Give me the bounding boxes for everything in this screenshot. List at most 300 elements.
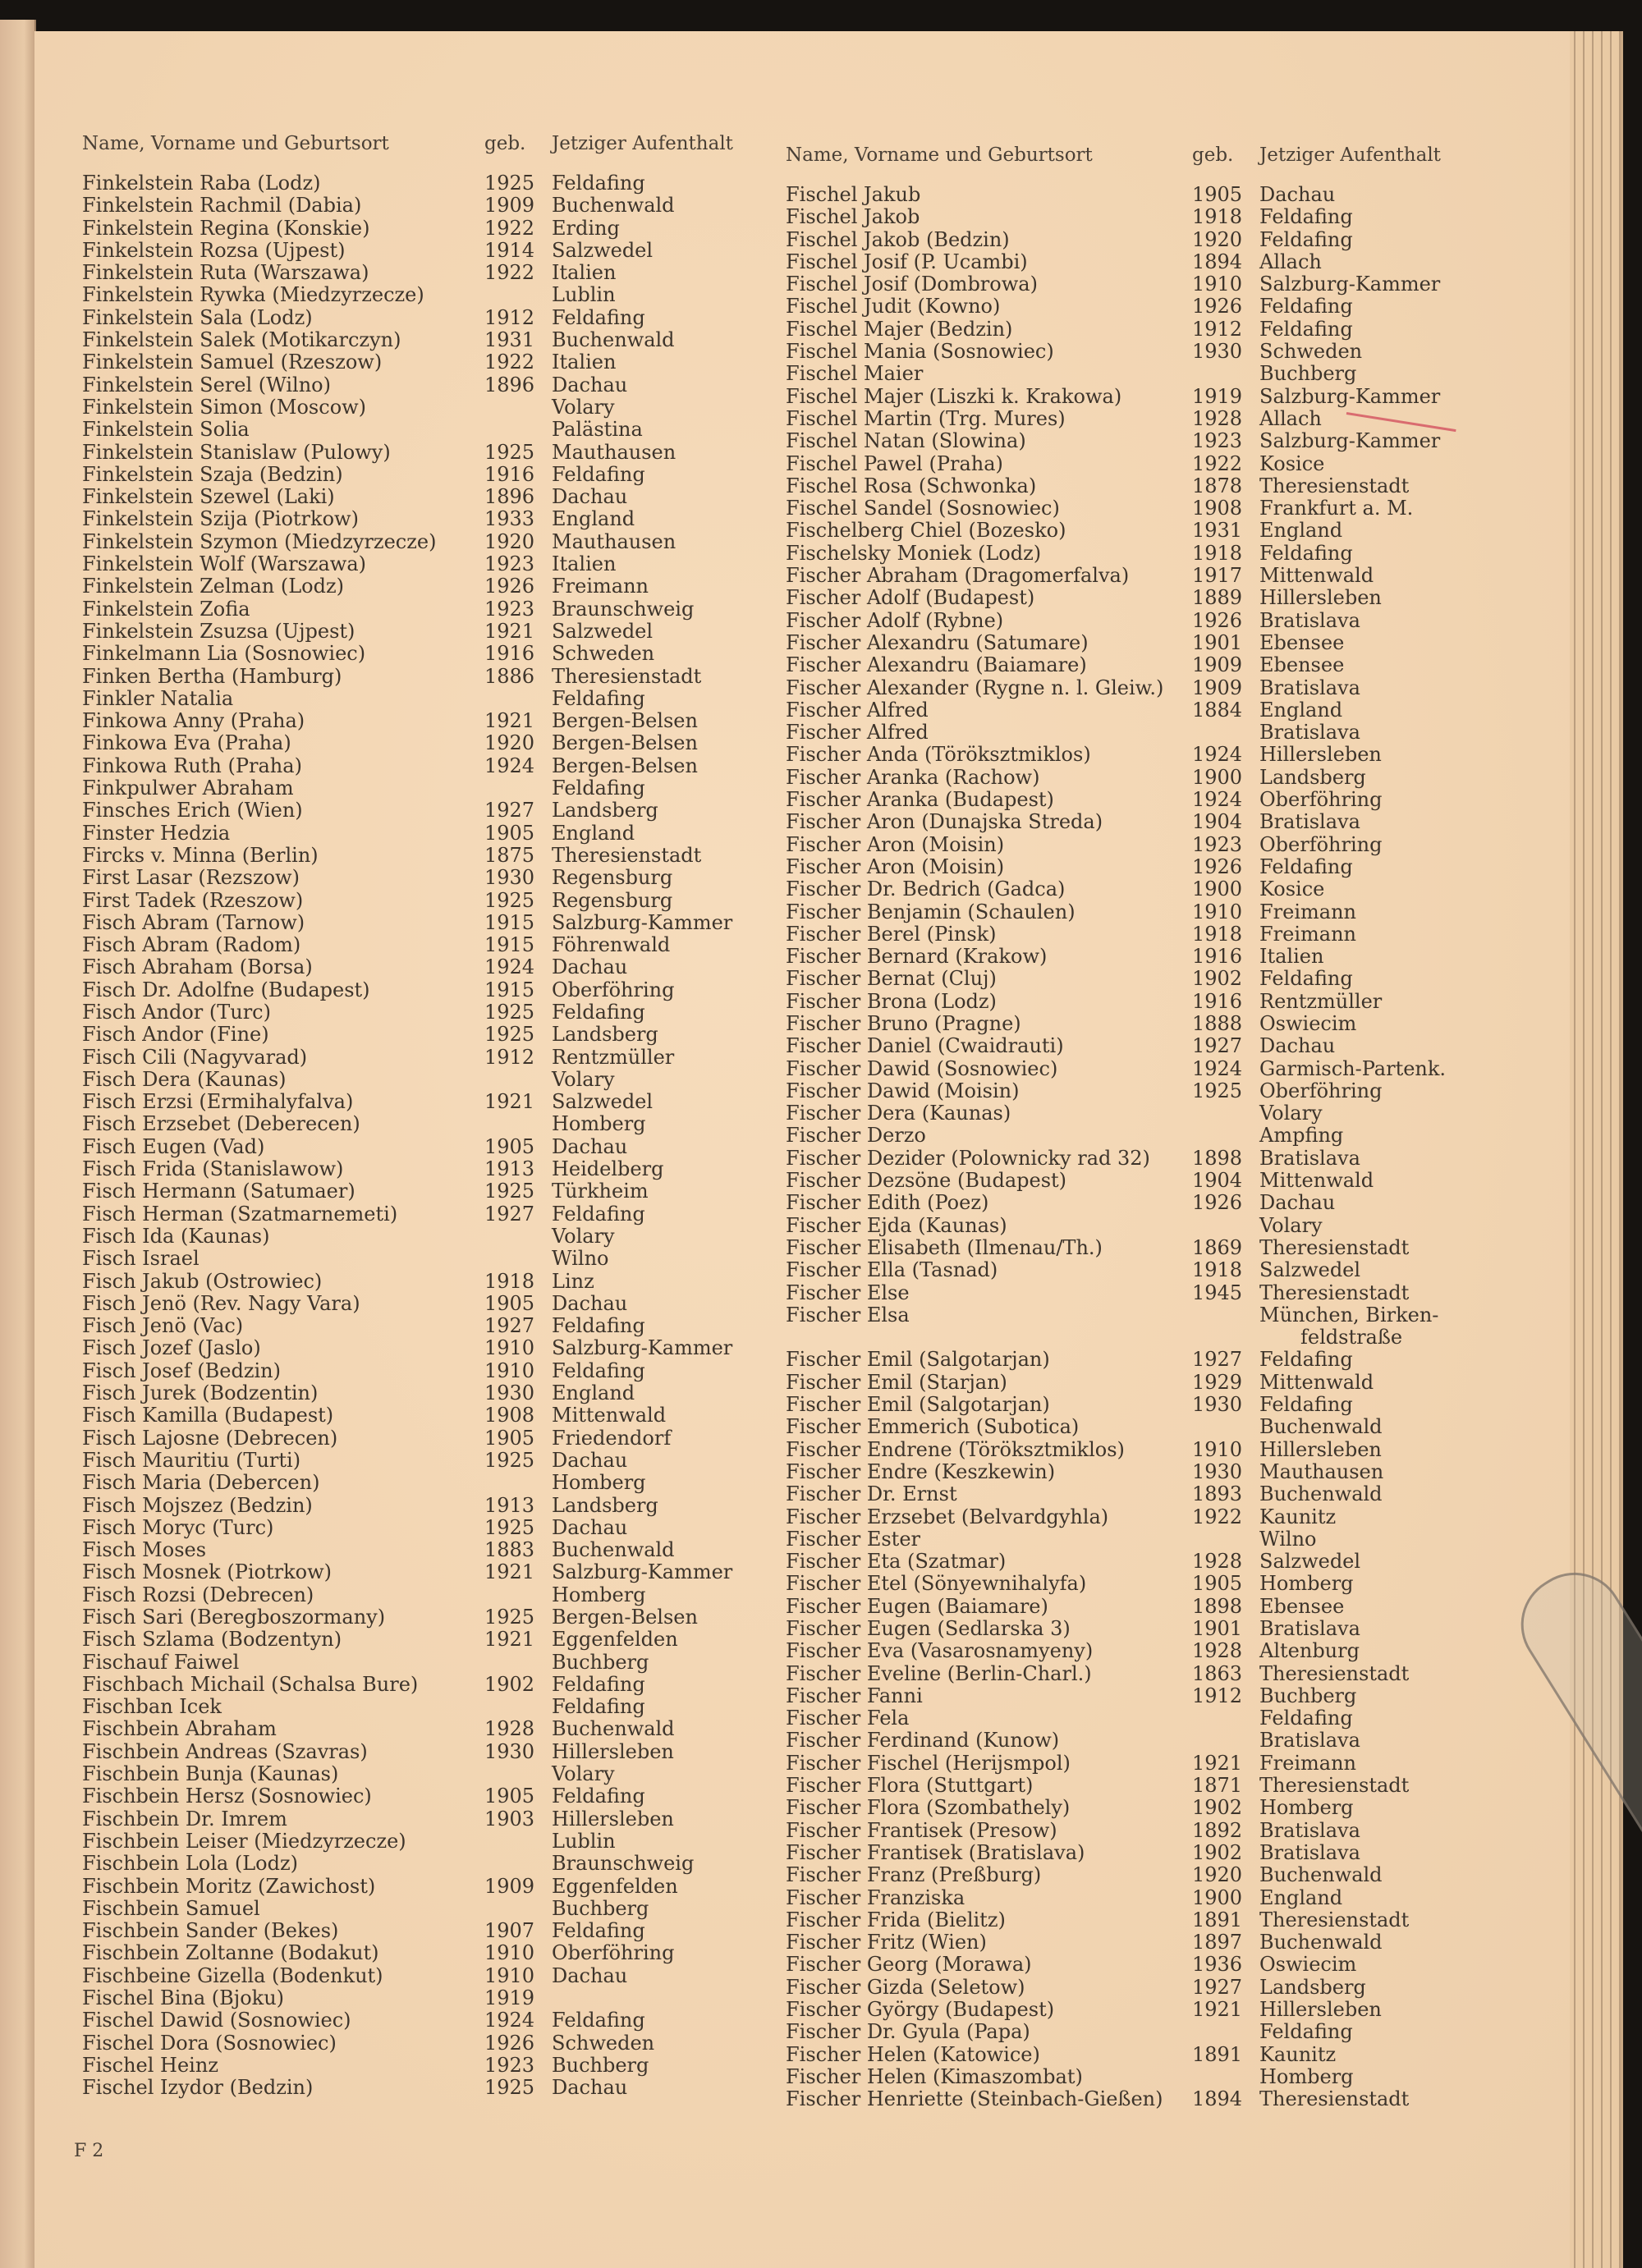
entry-birth-year: 1920 [484,731,535,755]
entry-name: Fischer Elsa [786,1303,910,1326]
entry-birth-year: 1925 [484,1606,535,1629]
list-item [786,834,1467,856]
entry-current-residence: Feldafing [552,777,645,800]
entry-name: Fischel Natan (Slowina) [786,429,1026,453]
entry-current-residence: Kosice [1259,451,1325,475]
entry-current-residence: Bratislava [1259,676,1360,699]
entry-name: Finkelstein Serel (Wilno) [82,373,331,396]
entry-birth-year [1192,1215,1259,1237]
entry-current-residence: Bratislava [1259,608,1360,632]
list-item [786,363,1467,385]
entry-current-residence: Feldafing [1259,205,1353,229]
entry-current-residence: Homberg [1259,1796,1354,1820]
entry-birth-year: 1933 [484,507,535,531]
entry-name: Fischer Ella (Tasnad) [786,1258,998,1282]
entry-birth-year: 1918 [1192,541,1243,565]
entry-birth-year: 1921 [1192,1998,1243,2022]
header-place: Jetziger Aufenthalt [552,133,733,154]
entry-current-residence: Oberföhring [552,978,675,1001]
entry-current-residence: Dachau [1259,183,1336,206]
list-item [82,1876,780,1898]
entry-name: Finkelstein Szewel (Laki) [82,485,335,509]
entry-birth-year: 1902 [1192,1840,1243,1864]
list-item [82,419,780,441]
entry-current-residence: Dachau [552,1291,628,1315]
entry-birth-year: 1907 [484,1919,535,1943]
entry-name: Finkelmann Lia (Sosnowiec) [82,642,366,666]
entry-current-residence: Schweden [1259,340,1363,364]
entry-name: Fischel Maier [786,362,924,386]
entry-current-residence: Freimann [1259,922,1356,946]
entry-birth-year [484,1652,552,1674]
entry-birth-year: 1918 [1192,1258,1243,1282]
entry-birth-year: 1923 [484,597,535,621]
entry-name: Fischer Endrene (Töröksztmiklos) [786,1437,1125,1461]
entry-name: Fischer Franz (Preßburg) [786,1863,1042,1887]
entry-birth-year: 1918 [1192,205,1243,229]
list-item [786,229,1467,251]
entry-birth-year [484,1830,552,1853]
entry-name: Fischer Flora (Stuttgart) [786,1774,1034,1798]
list-item [786,1439,1467,1461]
entry-birth-year: 1878 [1192,474,1243,497]
entry-name: Fischel Martin (Trg. Mures) [786,406,1066,430]
entry-name: Fischer Adolf (Rybne) [786,608,1004,632]
entry-birth-year: 1916 [484,642,535,666]
entry-birth-year: 1869 [1192,1235,1243,1259]
entry-birth-year: 1913 [484,1493,535,1517]
entry-name: Fischbein Leiser (Miedzyrzecze) [82,1829,406,1853]
entry-current-residence: Ampfing [1259,1124,1344,1148]
entry-name: Finkelstein Rachmil (Dabia) [82,194,362,218]
entry-current-residence: Theresienstadt [1259,1908,1410,1931]
entry-name: Fischel Rosa (Schwonka) [786,474,1037,497]
list-item [82,508,780,530]
entry-birth-year: 1927 [484,1202,535,1226]
entry-birth-year: 1910 [484,1963,535,1987]
entry-name: Fischer Daniel (Cwaidrauti) [786,1034,1064,1058]
entry-name: Fischer Dr. Ernst [786,1482,957,1506]
entry-name: Fischer Alfred [786,721,929,745]
entry-birth-year [1192,722,1259,744]
entry-current-residence: Wilno [552,1247,609,1271]
list-item [786,1977,1467,1999]
entry-name: Finkelstein Regina (Konskie) [82,216,370,240]
entry-birth-year: 1925 [484,888,535,912]
entry-current-residence: Dachau [552,1134,628,1158]
entry-current-residence: Lublin [552,1829,616,1853]
entry-current-residence: Rentzmüller [552,1045,675,1069]
entry-current-residence: Dachau [552,1448,628,1472]
entry-current-residence: Homberg [552,1583,646,1606]
entry-current-residence: Schweden [552,642,655,666]
entry-current-residence: Ebensee [1259,653,1345,677]
entry-current-residence: Schweden [552,2031,655,2055]
entry-birth-year: 1894 [1192,2087,1243,2111]
entry-birth-year: 1863 [1192,1661,1243,1685]
list-item [82,777,780,800]
list-item [82,666,780,688]
entry-name: Fischelsky Moniek (Lodz) [786,541,1042,565]
entry-current-residence: Salzwedel [1259,1550,1361,1574]
entry-name: Fischer Anda (Töröksztmiklos) [786,743,1091,767]
entry-name: Fischer Eugen (Sedlarska 3) [786,1617,1071,1640]
entry-name: Fischer Flora (Szombathely) [786,1796,1071,1820]
entry-current-residence: Mauthausen [552,529,677,553]
list-item [82,1674,780,1696]
entry-current-residence: Salzburg-Kammer [552,910,733,934]
list-item [82,442,780,464]
entry-birth-year: 1909 [484,1874,535,1898]
entry-current-residence: Bratislava [1259,1818,1360,1842]
list-item [82,1942,780,1964]
entry-birth-year: 1901 [1192,1617,1243,1640]
entry-name: Fisch Lajosne (Debrecen) [82,1426,338,1450]
entry-birth-year: 1920 [1192,1863,1243,1887]
entry-current-residence: Hillersleben [552,1807,674,1830]
list-item [82,1069,780,1091]
entry-name: Fisch Erzsebet (Deberecen) [82,1112,360,1136]
entry-current-residence: Feldafing [1259,1707,1353,1730]
list-item [786,789,1467,811]
entry-birth-year: 1927 [484,1314,535,1338]
entry-current-residence: Buchberg [1259,362,1357,386]
entry-birth-year: 1925 [484,2076,535,2100]
entry-current-residence: Wilno [1259,1527,1317,1551]
list-item [786,654,1467,676]
entry-current-residence: Volary [552,1067,615,1091]
entry-current-residence: Landsberg [552,1023,658,1047]
entry-current-residence: Bergen-Belsen [552,709,698,733]
list-item [82,195,780,217]
entry-birth-year: 1927 [484,799,535,822]
entry-birth-year: 1922 [484,216,535,240]
entry-birth-year [1192,2021,1259,2043]
entry-birth-year: 1897 [1192,1931,1243,1954]
entry-current-residence: Hillersleben [1259,586,1382,610]
entry-current-residence: Bratislava [1259,1840,1360,1864]
entry-current-residence: Oberföhring [1259,1079,1383,1102]
list-item [82,710,780,732]
entry-name: Finkelstein Rywka (Miedzyrzecze) [82,283,424,307]
entry-name: Fisch Erzsi (Ermihalyfalva) [82,1090,354,1114]
list-item [82,1024,780,1046]
entry-current-residence: Feldafing [552,462,645,486]
entry-name: Fischbach Michail (Schalsa Bure) [82,1672,419,1696]
entry-birth-year: 1925 [484,1023,535,1047]
list-item [82,1001,780,1024]
entry-current-residence: Theresienstadt [1259,1281,1410,1304]
entry-name: Finkelstein Salek (Motikarczyn) [82,328,401,352]
entry-current-residence: Mittenwald [1259,1370,1374,1394]
entry-name: Fisch Jenö (Vac) [82,1314,244,1338]
entry-current-residence: Föhrenwald [552,933,671,957]
right-column [786,144,1467,2111]
entry-current-residence [552,1987,780,2009]
list-item [82,1450,780,1472]
list-item [786,878,1467,900]
list-item [82,800,780,822]
entry-birth-year [484,688,552,710]
list-item [786,1125,1467,1147]
entry-current-residence: England [552,821,635,845]
entry-current-residence: Allach [1259,406,1322,430]
entry-name: Fischer Helen (Katowice) [786,2042,1040,2066]
list-item [82,2032,780,2055]
list-item [82,1495,780,1517]
entry-birth-year: 1905 [484,1134,535,1158]
list-item [786,273,1467,296]
entry-current-residence: Italien [1259,945,1324,969]
list-item [786,610,1467,632]
entry-birth-year: 1928 [484,1717,535,1741]
entry-current-residence: Dachau [552,2076,628,2100]
entry-name: Fisch Maria (Debercen) [82,1471,320,1495]
entry-current-residence: Bergen-Belsen [552,754,698,777]
list-item [786,1013,1467,1035]
previous-page-edge [0,20,36,2268]
list-item [82,621,780,643]
list-item [82,329,780,351]
list-item [786,1215,1467,1237]
list-item [786,408,1467,430]
entry-name: Fischer Alfred [786,698,929,722]
list-item [786,1640,1467,1662]
entry-birth-year [484,1113,552,1135]
entry-birth-year: 1931 [1192,519,1243,543]
entry-current-residence: Volary [552,395,615,419]
list-item [786,991,1467,1013]
list-item [786,1864,1467,1886]
list-item [786,1170,1467,1192]
entry-name: Fisch Kamilla (Budapest) [82,1404,334,1427]
entry-current-residence: Theresienstadt [1259,2087,1410,2111]
entry-current-residence: Salzburg-Kammer [1259,384,1441,408]
entry-current-residence: Hillersleben [1259,1998,1382,2022]
entry-birth-year: 1913 [484,1157,535,1181]
entry-birth-year: 1930 [484,1739,535,1763]
list-item [82,755,780,777]
entry-name: Fischer Aranka (Rachow) [786,765,1040,789]
list-item [786,1820,1467,1842]
entry-current-residence: Salzwedel [552,238,654,262]
list-item [786,475,1467,497]
entry-name: Fischer György (Budapest) [786,1998,1055,2022]
entry-current-residence: Mittenwald [552,1404,667,1427]
entry-birth-year [484,1584,552,1606]
entry-name: Finkelstein Szaja (Bedzin) [82,462,343,486]
entry-birth-year [1192,1416,1259,1438]
list-item [82,1113,780,1135]
entry-birth-year: 1915 [484,910,535,934]
entry-name: Fisch Jakub (Ostrowiec) [82,1269,323,1293]
entry-current-residence: Buchenwald [552,1717,675,1741]
entry-name: Fischel Josif (P. Ucambi) [786,250,1028,273]
entry-name: Finsches Erich (Wien) [82,799,303,822]
entry-birth-year: 1916 [1192,945,1243,969]
entry-name: Fisch Sari (Beregboszormany) [82,1606,386,1629]
list-item [786,744,1467,766]
entry-name: Fischer Eugen (Baiamare) [786,1594,1048,1618]
entry-name: Fischer Bernat (Cluj) [786,967,997,991]
entry-birth-year [1192,1707,1259,1730]
entry-name: Fischbein Hersz (Sosnowiec) [82,1785,372,1808]
entry-birth-year: 1930 [1192,340,1243,364]
entry-birth-year: 1912 [484,305,535,329]
list-item [82,2077,780,2099]
entry-name: Fisch Jurek (Bodzentin) [82,1381,319,1405]
list-item [786,1730,1467,1752]
entry-residence-continuation: feldstraße [1300,1326,1403,1349]
entry-birth-year: 1886 [484,664,535,688]
entry-name: Fisch Abram (Radom) [82,933,301,957]
list-item [786,296,1467,318]
entry-name: Fischbein Abraham [82,1717,277,1741]
list-item [786,1192,1467,1214]
entry-birth-year: 1904 [1192,810,1243,834]
list-item [786,1035,1467,1057]
entry-current-residence: Volary [1259,1102,1323,1125]
list-item [82,643,780,665]
entry-birth-year: 1910 [1192,900,1243,923]
entry-name: Finkowa Anny (Praha) [82,709,305,733]
list-item [82,1472,780,1494]
list-item [82,732,780,754]
list-item [786,184,1467,206]
entry-current-residence: Feldafing [552,1672,645,1696]
list-item [82,1382,780,1404]
entry-birth-year: 1925 [484,1515,535,1539]
entry-name: Fischel Majer (Bedzin) [786,317,1013,341]
entry-name: Finkelstein Solia [82,418,250,442]
list-item [82,1360,780,1382]
header-name: Name, Vorname und Geburtsort [82,133,389,154]
entry-name: Fischer Fela [786,1707,910,1730]
entry-current-residence: England [1259,519,1343,543]
entry-name: Fischer Fanni [786,1684,923,1707]
list-item [786,632,1467,654]
list-item [82,1158,780,1180]
entry-current-residence: Landsberg [1259,1975,1366,1999]
list-item [786,856,1467,878]
list-item [82,1785,780,1808]
entry-current-residence: Frankfurt a. M. [1259,497,1414,520]
entry-name: Fischer Aron (Moisin) [786,855,1005,878]
entry-birth-year: 1928 [1192,1639,1243,1663]
entry-current-residence: Landsberg [1259,765,1366,789]
entry-birth-year: 1917 [1192,564,1243,588]
entry-name: Fischbein Andreas (Szavras) [82,1739,368,1763]
entry-current-residence: Hillersleben [1259,743,1382,767]
list-item [786,2088,1467,2110]
entry-current-residence: Feldafing [1259,227,1353,251]
entry-name: Finkler Natalia [82,686,234,710]
entry-name: Fischer Alexandru (Satumare) [786,630,1089,654]
entry-current-residence: Theresienstadt [552,664,702,688]
entry-current-residence: Theresienstadt [1259,474,1410,497]
list-item [786,1237,1467,1259]
entry-birth-year: 1916 [484,462,535,486]
entry-birth-year [484,1069,552,1091]
entry-current-residence: Feldafing [1259,1348,1353,1372]
entry-current-residence: Bratislava [1259,721,1360,745]
entry-birth-year: 1902 [1192,1796,1243,1820]
list-item [786,1058,1467,1080]
entry-current-residence: Salzwedel [1259,1258,1361,1282]
header-name: Name, Vorname und Geburtsort [786,144,1093,166]
entry-current-residence: Buchenwald [1259,1931,1383,1954]
entry-current-residence: Dachau [1259,1191,1336,1215]
entry-name: Fischer Dezsöne (Budapest) [786,1169,1067,1193]
entry-current-residence: Italien [552,261,617,285]
list-item [82,1136,780,1158]
entry-birth-year: 1931 [484,328,535,352]
entry-birth-year: 1920 [484,529,535,553]
entry-current-residence: Dachau [1259,1034,1336,1058]
entry-current-residence: England [552,507,635,531]
entry-birth-year: 1902 [484,1672,535,1696]
entry-birth-year: 1910 [484,1941,535,1965]
column-header [786,144,1467,184]
entry-birth-year: 1926 [1192,1191,1243,1215]
list-item [82,822,780,845]
entry-birth-year: 1924 [1192,788,1243,812]
entry-birth-year: 1921 [484,1628,535,1652]
list-item [82,1763,780,1785]
entry-name: Fischer Ferdinand (Kunow) [786,1729,1060,1753]
list-item [82,1629,780,1651]
entry-current-residence: Buchenwald [1259,1482,1383,1506]
entry-current-residence: Bratislava [1259,1729,1360,1753]
entry-birth-year: 1909 [1192,653,1243,677]
entry-birth-year: 1924 [1192,743,1243,767]
entry-name: Fischel Judit (Kowno) [786,295,1001,318]
list-item [786,968,1467,990]
list-item [786,497,1467,520]
entry-name: Fischel Jakob [786,205,920,229]
entry-current-residence: Salzburg-Kammer [1259,273,1441,296]
entry-name: Fisch Szlama (Bodzentyn) [82,1628,342,1652]
entry-current-residence: Palästina [552,418,643,442]
list-item [82,1718,780,1740]
list-item [82,240,780,262]
entry-birth-year: 1928 [1192,406,1243,430]
entry-birth-year: 1927 [1192,1975,1243,1999]
list-item [82,396,780,419]
entry-current-residence: Salzwedel [552,1090,654,1114]
entry-current-residence: Buchenwald [1259,1415,1383,1439]
entry-name: Fisch Mojszez (Bedzin) [82,1493,313,1517]
entry-birth-year: 1922 [1192,451,1243,475]
entry-birth-year: 1930 [1192,1393,1243,1417]
entry-name: Finkelstein Szija (Piotrkow) [82,507,359,531]
entry-current-residence: Bergen-Belsen [552,1606,698,1629]
list-item [786,1931,1467,1954]
entry-current-residence: Oswiecim [1259,1011,1357,1035]
entry-name: Fischer Gizda (Seletow) [786,1975,1025,1999]
list-item [82,374,780,396]
entry-name: Fischer Abraham (Dragomerfalva) [786,564,1130,588]
entry-birth-year: 1922 [484,261,535,285]
entry-name: Fischer Frantisek (Presow) [786,1818,1057,1842]
entry-name: Fischer Eva (Vasarosnamyeny) [786,1639,1094,1663]
entry-name: Fisch Andor (Turc) [82,1000,271,1024]
entry-name: Fisch Ida (Kaunas) [82,1224,270,1248]
entry-name: Fischbein Moritz (Zawichost) [82,1874,376,1898]
entry-birth-year: 1914 [484,238,535,262]
entry-name: Fisch Rozsi (Debrecen) [82,1583,314,1606]
list-item [786,1506,1467,1528]
